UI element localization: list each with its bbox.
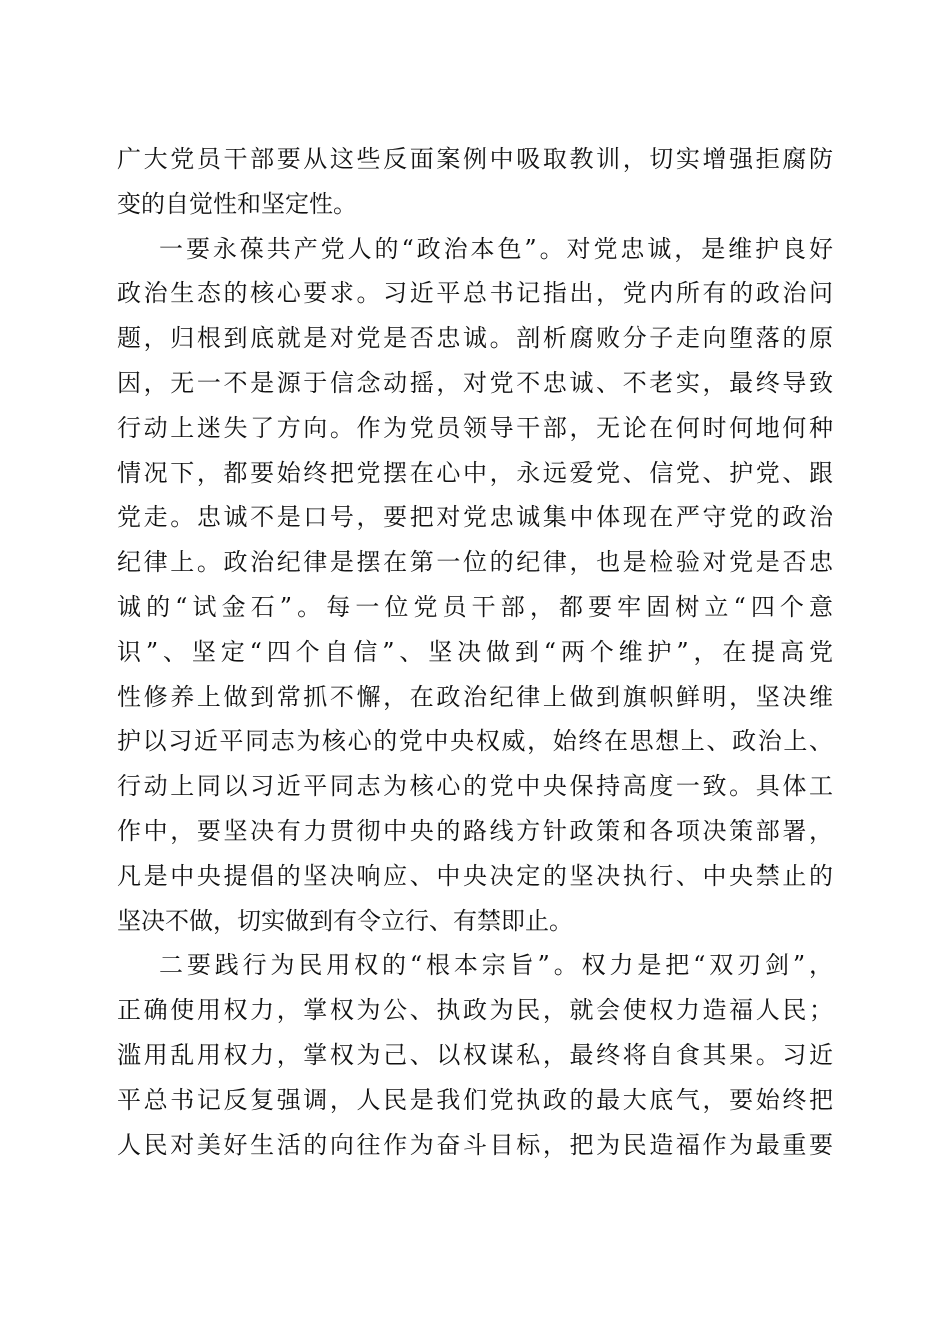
text-line: 情况下，都要始终把党摆在心中，永远爱党、信党、护党、跟 xyxy=(117,458,833,487)
text-line: 二要践行为民用权的“根本宗旨”。权力是把“双刃剑”， xyxy=(159,951,833,980)
text-line: 人民对美好生活的向往作为奋斗目标，把为民造福作为最重要 xyxy=(117,1130,833,1159)
text-line: 正确使用权力，掌权为公、执政为民，就会使权力造福人民； xyxy=(117,996,833,1025)
text-line: 诚的“试金石”。每一位党员干部，都要牢固树立“四个意 xyxy=(117,592,833,621)
text-line: 识”、坚定“四个自信”、坚决做到“两个维护”，在提高党 xyxy=(117,637,833,666)
text-line: 滥用乱用权力，掌权为己、以权谋私，最终将自食其果。习近 xyxy=(117,1040,833,1069)
text-line: 性修养上做到常抓不懈，在政治纪律上做到旗帜鲜明，坚决维 xyxy=(117,682,833,711)
text-line: 因，无一不是源于信念动摇，对党不忠诚、不老实，最终导致 xyxy=(117,368,833,397)
text-line: 变的自觉性和坚定性。 xyxy=(117,189,357,218)
text-line: 平总书记反复强调，人民是我们党执政的最大底气，要始终把 xyxy=(117,1085,833,1114)
text-line: 党走。忠诚不是口号，要把对党忠诚集中体现在严守党的政治 xyxy=(117,503,833,532)
paragraph xyxy=(117,227,833,944)
text-line: 护以习近平同志为核心的党中央权威，始终在思想上、政治上、 xyxy=(117,727,833,756)
text-line: 广大党员干部要从这些反面案例中吸取教训，切实增强拒腐防 xyxy=(117,145,833,173)
paragraph xyxy=(117,137,833,227)
text-line: 题，归根到底就是对党是否忠诚。剖析腐败分子走向堕落的原 xyxy=(117,324,833,353)
text-line: 坚决不做，切实做到有令立行、有禁即止。 xyxy=(117,906,573,935)
paragraph xyxy=(117,943,833,1167)
text-line: 政治生态的核心要求。习近平总书记指出，党内所有的政治问 xyxy=(117,279,833,308)
body-text xyxy=(117,137,833,1167)
text-line: 行动上同以习近平同志为核心的党中央保持高度一致。具体工 xyxy=(117,772,833,801)
text-line: 作中，要坚决有力贯彻中央的路线方针政策和各项决策部署， xyxy=(117,816,833,845)
text-line: 纪律上。政治纪律是摆在第一位的纪律，也是检验对党是否忠 xyxy=(117,548,833,577)
text-line: 凡是中央提倡的坚决响应、中央决定的坚决执行、中央禁止的 xyxy=(117,861,833,890)
text-line: 行动上迷失了方向。作为党员领导干部，无论在何时何地何种 xyxy=(117,413,833,442)
text-line: 一要永葆共产党人的“政治本色”。对党忠诚，是维护良好 xyxy=(159,234,833,263)
